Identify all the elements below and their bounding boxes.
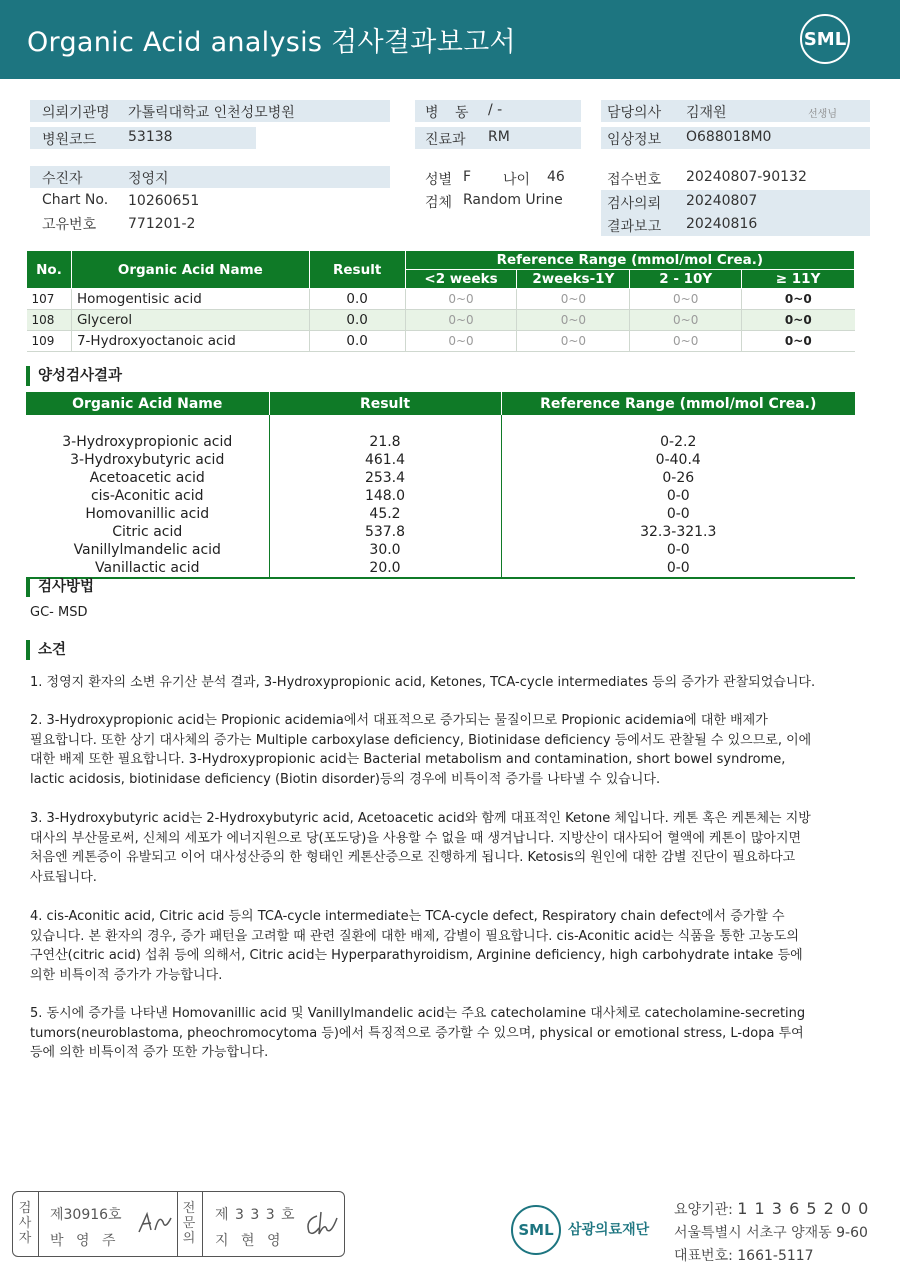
- pos-result: 148.0: [269, 487, 501, 505]
- positive-table: [26, 392, 855, 579]
- footer-sml-logo: [511, 1205, 561, 1255]
- col-range-4: ≥ 11Y: [742, 270, 855, 289]
- row-range-4: 0~0: [742, 310, 855, 331]
- ward-label: 병 동: [425, 105, 475, 121]
- footer-organization: 삼광의료재단: [568, 1222, 650, 1238]
- row-range-4: 0~0: [742, 331, 855, 352]
- row-range-2: 0~0: [517, 331, 630, 352]
- footer-code-value: 1 1 3 6 5 2 0 0: [737, 1199, 870, 1218]
- col-range-1: <2 weeks: [405, 270, 517, 289]
- pos-ref: 0-0: [666, 560, 690, 576]
- footer-institution-code: [674, 1199, 869, 1219]
- pos-ref: 0-40.4: [655, 452, 701, 468]
- footer-code-label: 요양기관:: [674, 1202, 738, 1218]
- col-range-3: 2 - 10Y: [630, 270, 742, 289]
- chart-value: 10260651: [128, 193, 200, 209]
- examiner-label: [18, 1201, 34, 1246]
- table-row: [26, 523, 855, 541]
- institution-value: 가톨릭대학교 인천성모병원: [128, 105, 295, 121]
- signature-box: [12, 1191, 345, 1257]
- row-range-3: 0~0: [630, 310, 742, 331]
- row-range-1: 0~0: [405, 310, 517, 331]
- requested-value: 20240807: [686, 193, 758, 209]
- row-result: 0.0: [309, 310, 405, 331]
- col-range-2: 2weeks-1Y: [517, 270, 630, 289]
- pos-ref: 0-0: [666, 488, 690, 504]
- finding-4: 4. cis-Aconitic acid, Citric acid 등의 TCA-cycle intermediate는 TCA-cycle defect, Respiratory chain defect에서 증가할 수 있습니다. 본 환자의 경우, 증가 패턴을 고려할 때 관련 질환에 대한 배제, 감별이 필요합니다. cis-Aconitic acid는 식품을 통한 고농도의 구연산(citric acid) 섭취 등에 의해서, Citric acid는 Hyperparathyroidism, Arginine deficiency, high carbohydrate intake 등에 의한 비특이적 증가가 가능합니다.: [30, 909, 803, 983]
- pos-name: Homovanillic acid: [26, 505, 269, 523]
- examiner-name: 박 영 주: [50, 1233, 120, 1249]
- pos-col-ref: Reference Range (mmol/mol Crea.): [501, 392, 855, 415]
- footer-phone-label: 대표번호:: [674, 1248, 738, 1264]
- method-value: GC- MSD: [30, 605, 88, 620]
- requested-label: 검사의뢰: [607, 196, 662, 212]
- footer-address: 서울특별시 서초구 양재동 9-60: [674, 1225, 868, 1241]
- age-value: 46: [547, 169, 565, 185]
- row-range-3: 0~0: [630, 289, 742, 310]
- pos-name: Vanillactic acid: [26, 559, 269, 578]
- pos-result: 461.4: [269, 451, 501, 469]
- footer-phone: [674, 1245, 814, 1265]
- specialist-number: 제 3 3 3 호: [215, 1207, 296, 1223]
- clinical-info-label: 임상정보: [607, 132, 662, 148]
- table-row: [26, 505, 855, 523]
- row-range-4: 0~0: [742, 289, 855, 310]
- finding-5: 5. 동시에 증가를 나타낸 Homovanillic acid 및 Vanillylmandelic acid는 주요 catecholamine 대사체로 catecholamine-secreting tumors(neuroblastoma, pheochromocytoma 등)에서 특징적으로 증가할 수 있으며, physical or emotional stress, L-dopa 투여 등에 의한 비특이적 증가 또한 가능합니다.: [30, 1006, 806, 1060]
- col-no: No.: [27, 251, 72, 289]
- specimen-value: Random Urine: [463, 192, 563, 208]
- pos-name: cis-Aconitic acid: [26, 487, 269, 505]
- pos-ref: 0-26: [662, 470, 695, 486]
- patient-bar: [30, 166, 390, 188]
- col-reference: Reference Range (mmol/mol Crea.): [405, 251, 854, 270]
- row-result: 0.0: [309, 289, 405, 310]
- table-row: [26, 469, 855, 487]
- sex-label: 성별: [425, 172, 453, 188]
- row-name: Homogentisic acid: [71, 289, 309, 310]
- pos-result: 537.8: [269, 523, 501, 541]
- table-row: [26, 487, 855, 505]
- sml-logo: [800, 14, 850, 64]
- pos-ref: 32.3-321.3: [640, 524, 717, 540]
- sml-logo-text: SML: [803, 29, 847, 50]
- pos-name: Vanillylmandelic acid: [26, 541, 269, 559]
- pos-name: Acetoacetic acid: [26, 469, 269, 487]
- chart-label: Chart No.: [42, 192, 109, 208]
- table-row: [26, 451, 855, 469]
- pos-result: 20.0: [269, 559, 501, 578]
- pos-name: 3-Hydroxybutyric acid: [26, 451, 269, 469]
- uid-value: 771201-2: [128, 216, 196, 232]
- finding-1: 1. 정영지 환자의 소변 유기산 분석 결과, 3-Hydroxypropionic acid, Ketones, TCA-cycle intermediates 등의 증가가 관찰되었습니다.: [30, 675, 816, 690]
- specialist-signature: [303, 1208, 343, 1240]
- row-no: 108: [27, 310, 72, 331]
- examiner-signature: [135, 1208, 175, 1238]
- row-range-1: 0~0: [405, 331, 517, 352]
- method-section-title: 검사방법: [26, 577, 94, 597]
- uid-label: 고유번호: [42, 217, 97, 233]
- pos-result: 253.4: [269, 469, 501, 487]
- department-value: RM: [488, 129, 510, 145]
- doctor-suffix: 선생님: [808, 109, 837, 120]
- row-name: Glycerol: [71, 310, 309, 331]
- department-label: 진료과: [425, 132, 466, 148]
- pos-name: Citric acid: [26, 523, 269, 541]
- age-label: 나이: [503, 172, 531, 188]
- specialist-label-text: 전문의: [182, 1201, 196, 1246]
- positive-section-title: 양성검사결과: [26, 366, 122, 386]
- pos-ref: 0-2.2: [660, 434, 697, 450]
- report-title: Organic Acid analysis 검사결과보고서: [27, 27, 516, 58]
- table-row: [26, 541, 855, 559]
- table-row: [26, 559, 855, 578]
- row-range-1: 0~0: [405, 289, 517, 310]
- findings-section-title: 소견: [26, 640, 66, 660]
- specimen-label: 검체: [425, 195, 453, 211]
- col-name: Organic Acid Name: [71, 251, 309, 289]
- row-range-3: 0~0: [630, 331, 742, 352]
- footer-logo-text: SML: [518, 1221, 554, 1239]
- row-result: 0.0: [309, 331, 405, 352]
- clinical-info-value: O688018M0: [686, 129, 772, 145]
- row-range-2: 0~0: [517, 310, 630, 331]
- pos-ref: 0-0: [666, 506, 690, 522]
- patient-value: 정영지: [128, 171, 169, 187]
- table-row: [27, 310, 855, 331]
- col-result: Result: [309, 251, 405, 289]
- report-header: [0, 0, 900, 79]
- receipt-value: 20240807-90132: [686, 169, 807, 185]
- sex-value: F: [463, 169, 472, 185]
- doctor-label: 담당의사: [607, 105, 662, 121]
- footer-phone-value: 1661-5117: [737, 1248, 814, 1264]
- pos-ref: 0-0: [666, 542, 690, 558]
- specialist-label: [182, 1201, 198, 1246]
- examiner-label-text: 검사자: [18, 1201, 32, 1246]
- row-no: 109: [27, 331, 72, 352]
- hospital-code-label: 병원코드: [42, 132, 97, 148]
- pos-name: 3-Hydroxypropionic acid: [26, 433, 269, 451]
- hospital-code-value: 53138: [128, 129, 173, 145]
- doctor-value: 김재원: [686, 105, 727, 121]
- pos-result: 21.8: [269, 433, 501, 451]
- pos-result: 30.0: [269, 541, 501, 559]
- finding-3: 3. 3-Hydroxybutyric acid는 2-Hydroxybutyric acid, Acetoacetic acid와 함께 대표적인 Ketone 체입니다. 케톤 혹은 케톤체는 지방 대사의 부산물로써, 신체의 세포가 에너지원으로 당(포도당)을 사용할 수 없을 때 생겨납니다. 지방산이 대사되어 혈액에 케톤이 많아지면 처음엔 케톤증이 유발되고 이어 대사성산증의 한 형태인 케톤산증으로 진행하게 됩니다. Ketosis의 원인에 대한 감별 진단이 필요하다고 사료됩니다.: [30, 811, 811, 885]
- pos-col-name: Organic Acid Name: [26, 392, 269, 415]
- table-row: [27, 331, 855, 352]
- examiner-number: 제30916호: [50, 1207, 122, 1223]
- table-row: [26, 433, 855, 451]
- reported-label: 결과보고: [607, 219, 662, 235]
- specialist-name: 지 현 영: [215, 1233, 285, 1249]
- pos-result: 45.2: [269, 505, 501, 523]
- result-table: [26, 250, 855, 352]
- institution-label: 의뢰기관명: [42, 105, 110, 121]
- row-no: 107: [27, 289, 72, 310]
- receipt-label: 접수번호: [607, 172, 662, 188]
- table-row: [27, 289, 855, 310]
- reported-value: 20240816: [686, 216, 758, 232]
- row-name: 7-Hydroxyoctanoic acid: [71, 331, 309, 352]
- finding-2: 2. 3-Hydroxypropionic acid는 Propionic acidemia에서 대표적으로 증가되는 물질이므로 Propionic acidemia에 대한 배제가 필요합니다. 또한 상기 대사체의 증가는 Multiple carboxylase deficiency, Biotinidase deficiency 등에서도 관찰될 수 있으므로, 이에 대한 배제 또한 필요합니다. 3-Hydroxypropionic acid는 Bacterial metabolism and contamination, short bowel syndrome, lactic acidosis, biotinidase deficiency (Biotin disorder)등의 경우에 비특이적 증가를 나타낼 수 있습니다.: [30, 713, 812, 787]
- ward-value: / -: [488, 102, 503, 118]
- row-range-2: 0~0: [517, 289, 630, 310]
- patient-label: 수진자: [42, 171, 83, 187]
- pos-col-result: Result: [269, 392, 501, 415]
